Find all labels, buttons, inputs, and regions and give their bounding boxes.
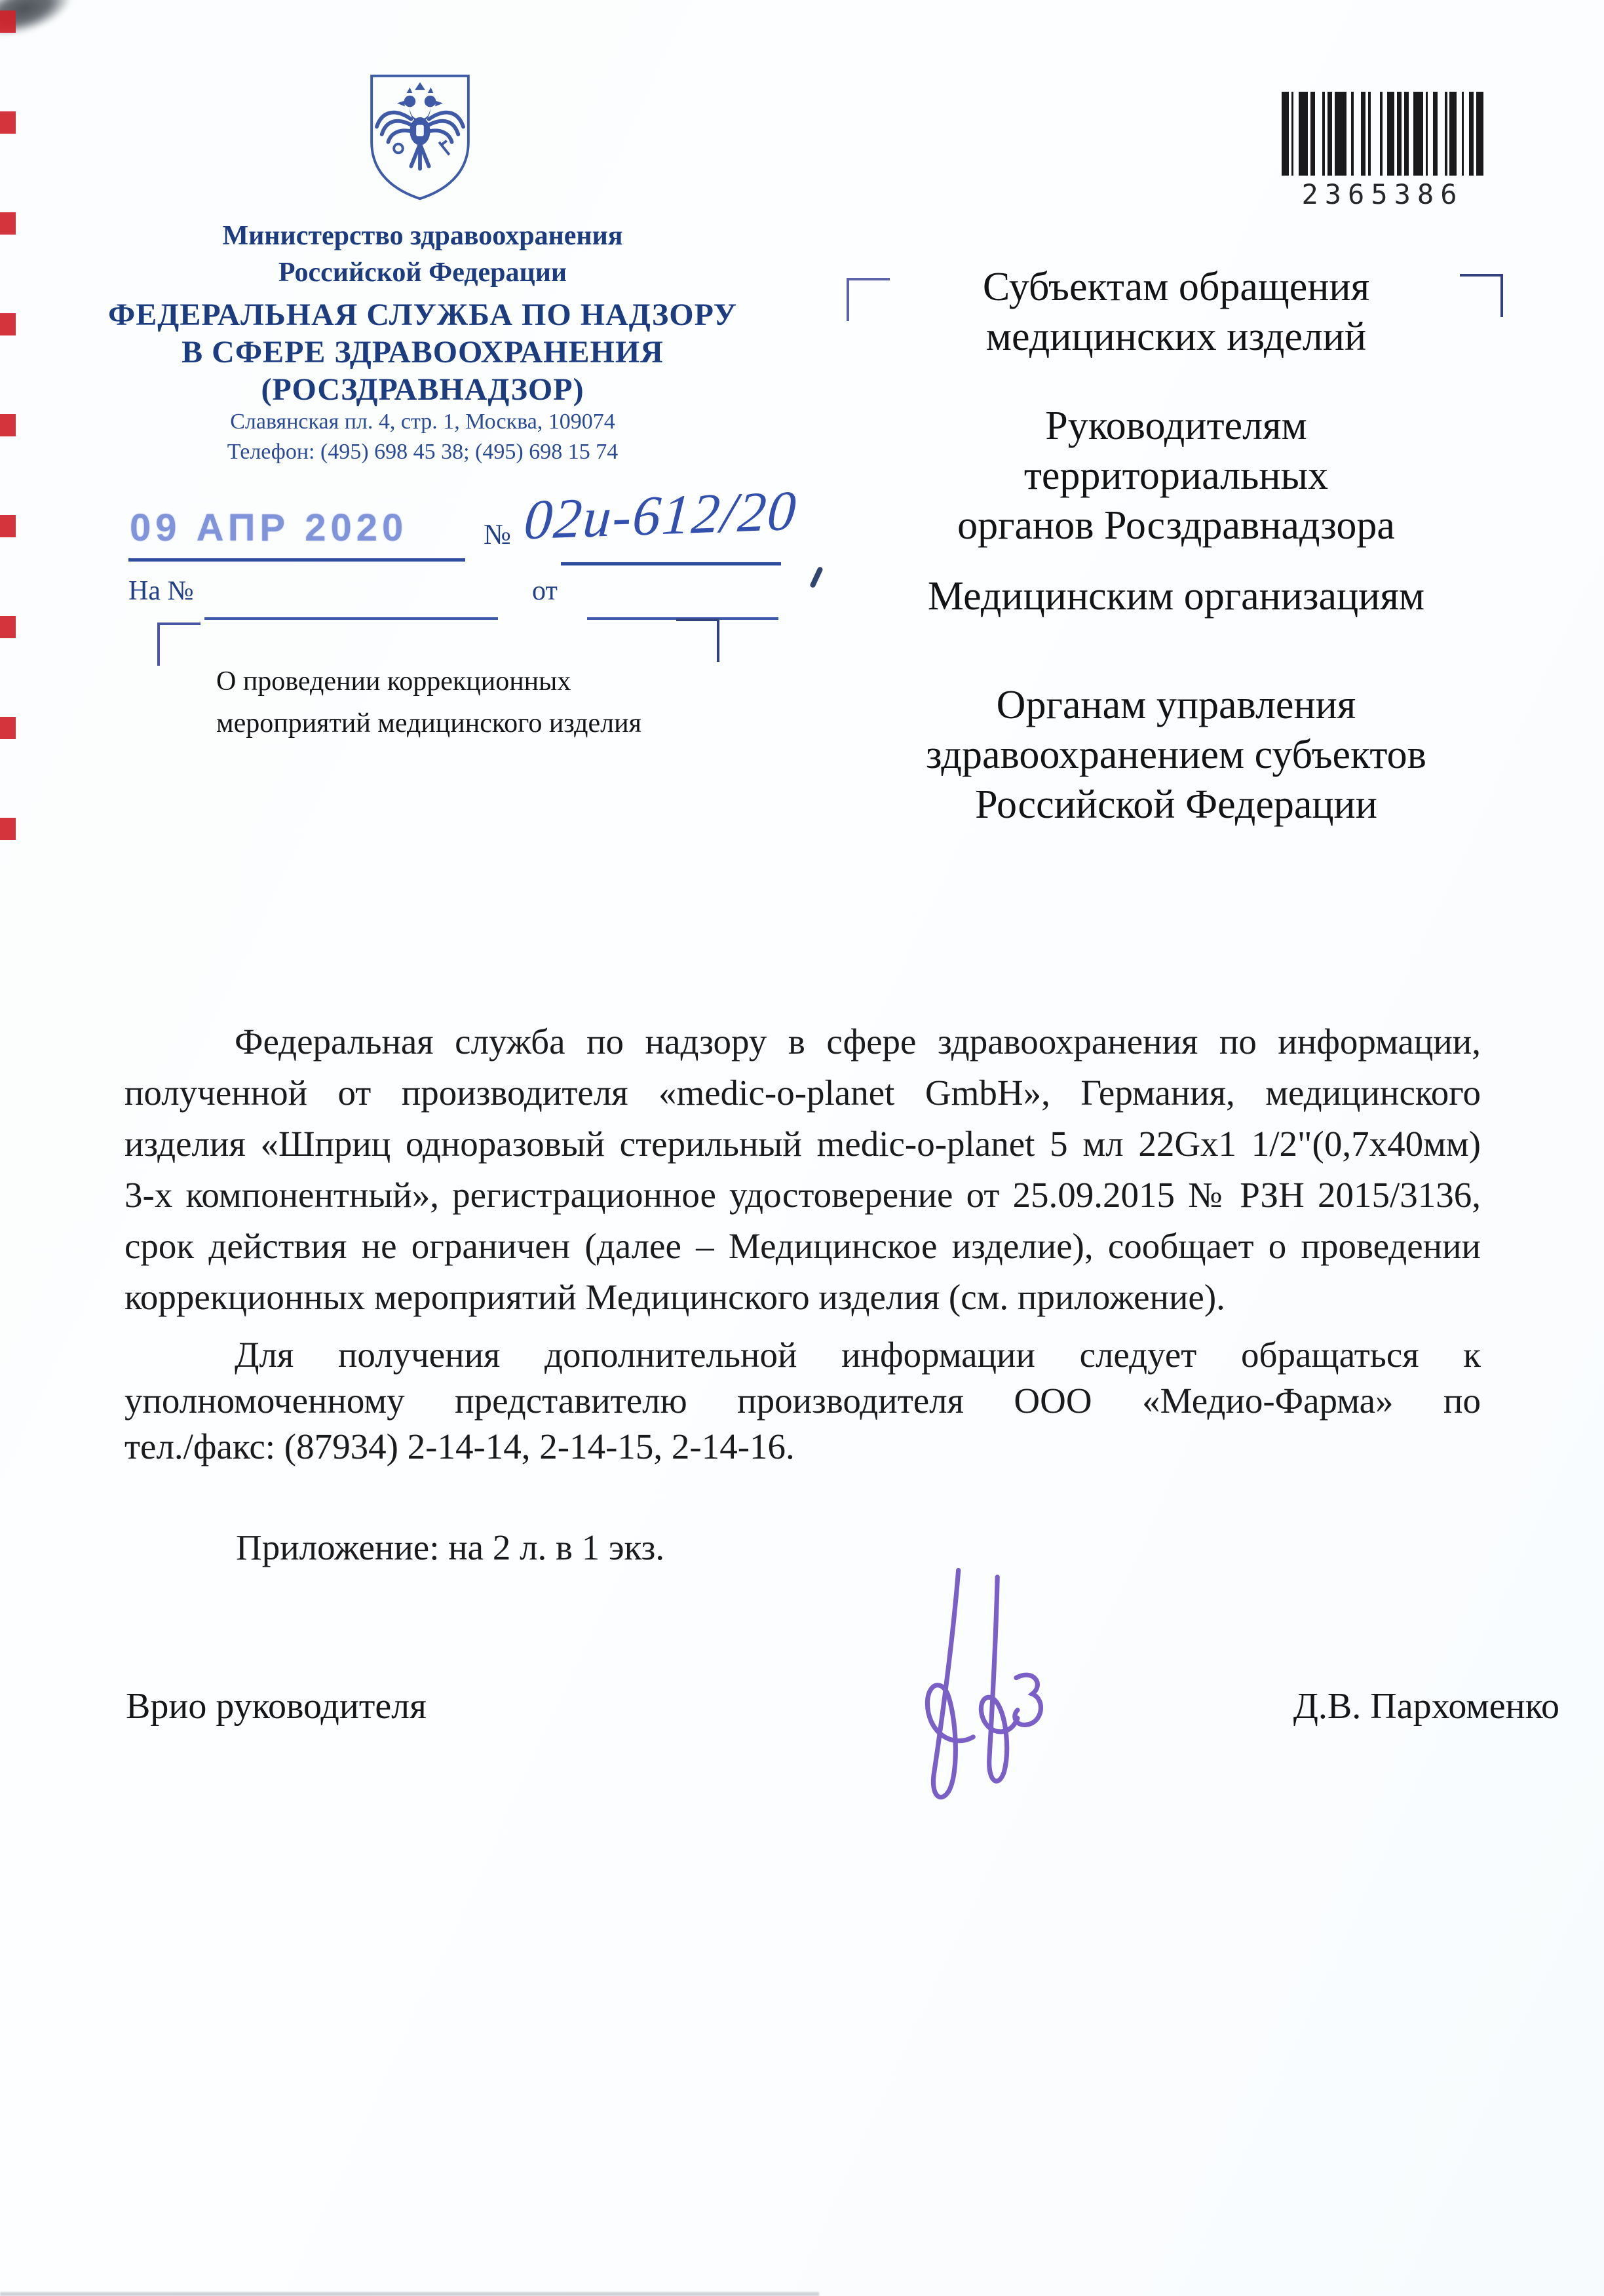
body-p1-line6: коррекционных мероприятий Медицинского изделия (см. приложение).	[124, 1277, 1225, 1317]
body-p2-line2: уполномоченному представителю производителя ООО «Медио-Фарма» по	[124, 1381, 1481, 1421]
subject-line1: О проведении коррекционных	[216, 666, 571, 697]
service-name-line2: В СФЕРЕ ЗДРАВООХРАНЕНИЯ	[181, 335, 664, 370]
body-p1-line2: полученной от производителя «medic-o-planet GmbH», Германия, медицинского	[124, 1073, 1481, 1113]
incoming-date-stamp: 09 АПР 2020	[130, 507, 408, 549]
phone-numbers: Телефон: (495) 698 45 38; (495) 698 15 74	[227, 440, 619, 464]
subject-line2: мероприятий медицинского изделия	[216, 708, 641, 738]
service-name-line3: (РОСЗДРАВНАДЗОР)	[261, 372, 584, 407]
signer-name: Д.В. Пархоменко	[1293, 1686, 1559, 1727]
addressee-line: Российской Федерации	[975, 782, 1377, 827]
addressee-block-1	[845, 262, 1507, 362]
subject-corner-mark-right	[676, 619, 719, 662]
number-sign: №	[484, 518, 511, 550]
scan-color-mark	[0, 717, 16, 739]
scan-artifact-bottom-edge	[0, 2292, 819, 2296]
scan-color-mark	[0, 111, 16, 134]
ministry-name-line2: Российской Федерации	[278, 258, 567, 288]
ministry-name-line1: Министерство здравоохранения	[222, 221, 623, 251]
scan-color-mark	[0, 10, 16, 33]
addressee-line: Медицинским организациям	[927, 574, 1425, 619]
addressee-line: Органам управления	[996, 683, 1356, 727]
coat-of-arms-emblem	[362, 71, 478, 204]
handwritten-signature	[878, 1558, 1055, 1820]
scan-color-mark	[0, 818, 16, 840]
signer-position: Врио руководителя	[126, 1686, 427, 1727]
scan-color-mark	[0, 313, 16, 335]
barcode-number: 2365386	[1301, 178, 1464, 210]
body-p1-line1: Федеральная служба по надзору в сфере здравоохранения по информации,	[235, 1022, 1481, 1062]
reply-number-underline	[204, 617, 498, 620]
barcode	[1282, 92, 1483, 210]
subject-corner-mark-left	[157, 622, 200, 666]
addressee-line: Субъектам обращения	[982, 265, 1370, 309]
body-p2-line3: тел./факс: (87934) 2-14-14, 2-14-15, 2-14-16.	[124, 1426, 795, 1466]
addressee-block-3	[845, 571, 1507, 621]
date-underline	[128, 558, 465, 562]
reply-date-label: от	[532, 576, 558, 606]
postal-address: Славянская пл. 4, стр. 1, Москва, 109074	[230, 410, 615, 434]
body-p2-line1: Для получения дополнительной информации следует обращаться к	[235, 1335, 1481, 1375]
body-p1-line5: срок действия не ограничен (далее – Медицинское изделие), сообщает о проведении	[124, 1226, 1481, 1266]
scan-color-mark	[0, 616, 16, 638]
service-name-line1: ФЕДЕРАЛЬНАЯ СЛУЖБА ПО НАДЗОРУ	[108, 297, 737, 332]
addressee-line: медицинских изделий	[985, 315, 1367, 359]
addressee-line: территориальных	[1023, 453, 1329, 498]
outgoing-number-handwritten: 02и-612/20	[522, 478, 799, 552]
number-underline	[561, 562, 781, 565]
scan-color-mark	[0, 414, 16, 436]
scan-color-mark	[0, 212, 16, 235]
addressee-line: органов Росздравнадзора	[957, 503, 1395, 548]
attachment-note: Приложение: на 2 л. в 1 экз.	[236, 1527, 665, 1567]
addressee-line: здравоохранением субъектов	[926, 733, 1426, 777]
body-p1-line3: изделия «Шприц одноразовый стерильный medic-o-planet 5 мл 22Gx1 1/2"(0,7х40мм)	[124, 1124, 1481, 1164]
pen-stroke-artifact	[809, 566, 824, 588]
reply-to-number-label: На №	[128, 576, 194, 606]
addressee-block-4	[845, 680, 1507, 830]
scan-color-mark	[0, 515, 16, 537]
addressee-block-2	[845, 401, 1507, 550]
body-p1-line4: 3-х компонентный», регистрационное удостоверение от 25.09.2015 № РЗН 2015/3136,	[124, 1175, 1481, 1215]
barcode-bars	[1282, 92, 1483, 176]
addressee-line: Руководителям	[1045, 404, 1307, 448]
